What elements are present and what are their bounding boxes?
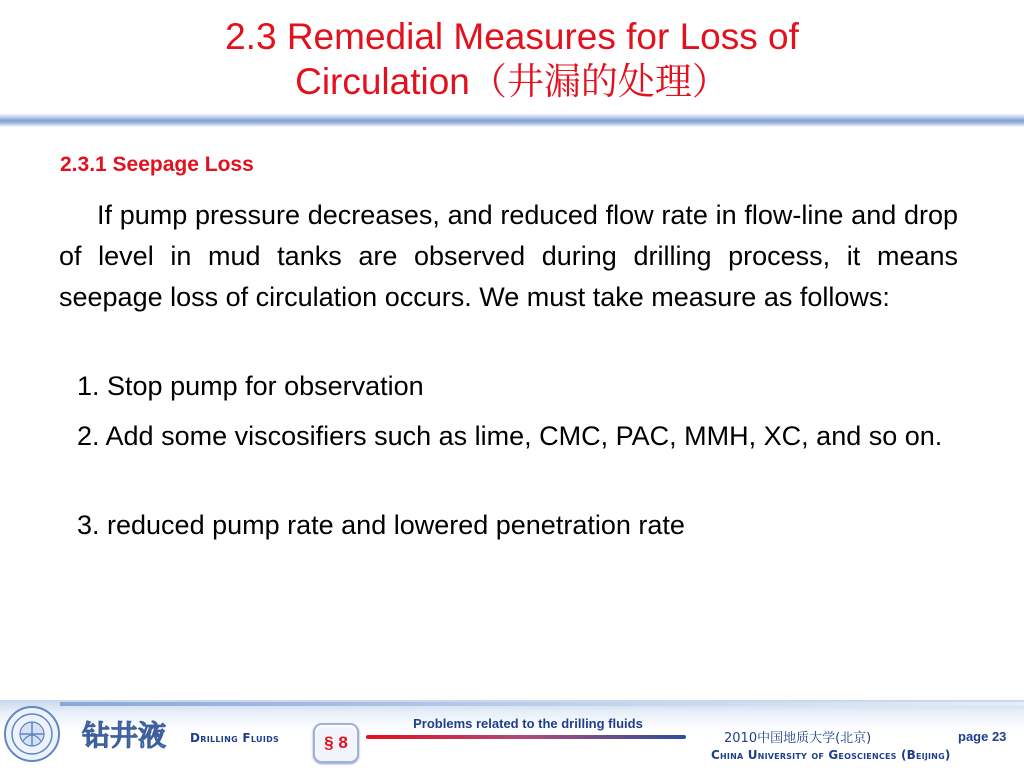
slide-title (0, 14, 1024, 104)
university-seal-icon (3, 705, 61, 763)
footer-chapter-title: Problems related to the drilling fluids (413, 716, 643, 731)
footer-course-label: Drilling Fluids (190, 731, 280, 745)
drilling-fluids-logo (80, 718, 176, 757)
list-item: 1. Stop pump for observation (77, 371, 424, 401)
section-badge-label: § 8 (324, 733, 348, 752)
footer-university-name: China University of Geosciences (Beijing) (711, 748, 951, 762)
slide-title-line-2: Circulation（井漏的处理） (295, 61, 729, 102)
footer-chapter-underline (366, 735, 686, 739)
footer-year-institution: 2010中国地质大学(北京) (724, 731, 872, 746)
section-subheading: 2.3.1 Seepage Loss (60, 153, 254, 176)
section-badge (313, 723, 359, 763)
footer-divider (60, 702, 1024, 706)
list-item: 2. Add some viscosifiers such as lime, CMC, PAC, MMH, XC, and so on. (77, 421, 943, 451)
body-paragraph: If pump pressure decreases, and reduced flow rate in flow-line and drop of level in mud tanks are observed during drilling process, it means seepage loss of circulation occurs. We must take measure as follows: (59, 200, 958, 312)
page-number: page 23 (958, 729, 1007, 744)
slide-title-line-1: 2.3 Remedial Measures for Loss of (225, 16, 799, 57)
logo-text: 钻井液 (82, 719, 167, 752)
title-divider (0, 113, 1024, 127)
list-item: 3. reduced pump rate and lowered penetration rate (77, 510, 685, 540)
